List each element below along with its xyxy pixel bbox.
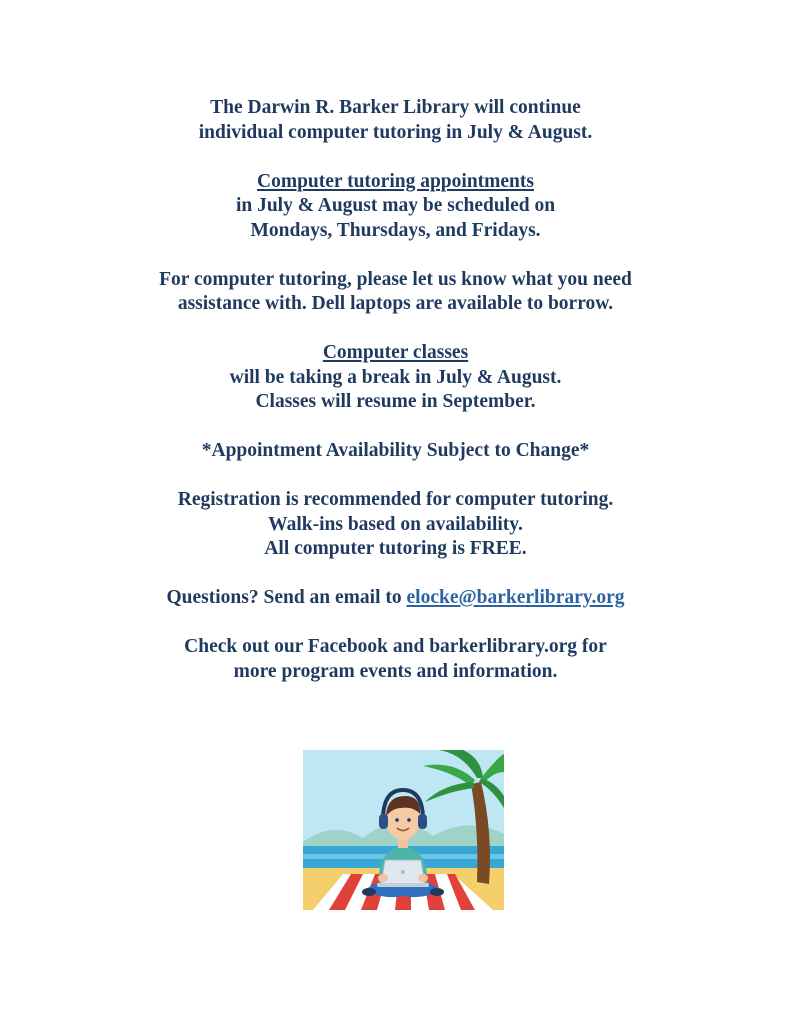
appointments-paragraph: [0, 170, 791, 244]
intro-paragraph: [0, 96, 791, 145]
appointments-line-2: in July & August may be scheduled on: [235, 195, 556, 216]
headphones-cup: [418, 814, 427, 829]
tutoring-info-paragraph: [0, 268, 791, 317]
intro-line-1: The Darwin R. Barker Library will continue: [210, 97, 581, 118]
questions-line: [0, 586, 791, 611]
questions-paragraph: [0, 586, 791, 611]
appointments-heading-line: [0, 170, 791, 195]
person-shoe: [430, 888, 444, 896]
beach-laptop-icon: [303, 750, 504, 910]
availability-notice-text: *Appointment Availability Subject to Change*: [201, 440, 590, 461]
laptop-logo: [401, 870, 405, 874]
classes-paragraph: [0, 341, 791, 415]
classes-line-2: will be taking a break in July & August.: [229, 366, 562, 388]
tutoring-info-line-1: For computer tutoring, please let us know what you need: [159, 268, 632, 290]
registration-paragraph: [0, 488, 791, 562]
beach-laptop-illustration: [303, 750, 504, 910]
classes-heading-line: [0, 341, 791, 366]
appointments-line-3: Mondays, Thursdays, and Fridays.: [250, 219, 541, 241]
registration-line-1: Registration is recommended for computer tutoring.: [177, 489, 614, 510]
closing-paragraph: [0, 635, 791, 684]
questions-prefix: Questions? Send an email to: [166, 587, 407, 608]
classes-line-3: Classes will resume in September.: [255, 391, 536, 412]
headphones-cup: [379, 814, 388, 829]
email-link[interactable]: elocke@barkerlibrary.org: [406, 587, 625, 608]
classes-heading: Computer classes: [322, 342, 469, 363]
flyer-content: [0, 96, 791, 709]
person-eye: [395, 818, 399, 822]
laptop-base: [377, 883, 429, 887]
registration-line-3: All computer tutoring is FREE.: [264, 538, 527, 559]
appointments-heading: Computer tutoring appointments: [257, 170, 534, 192]
person-shoe: [362, 888, 376, 896]
closing-line-1: Check out our Facebook and barkerlibrary.org for: [184, 636, 607, 657]
person-hand: [378, 874, 388, 882]
availability-notice: [0, 439, 791, 464]
person-hand: [418, 874, 428, 882]
tutoring-info-line-2: assistance with. Dell laptops are available to borrow.: [177, 293, 614, 314]
registration-line-2: Walk-ins based on availability.: [268, 513, 523, 535]
person-eye: [407, 818, 411, 822]
intro-line-2: individual computer tutoring in July & August.: [198, 121, 593, 143]
closing-line-2: more program events and information.: [233, 660, 558, 682]
